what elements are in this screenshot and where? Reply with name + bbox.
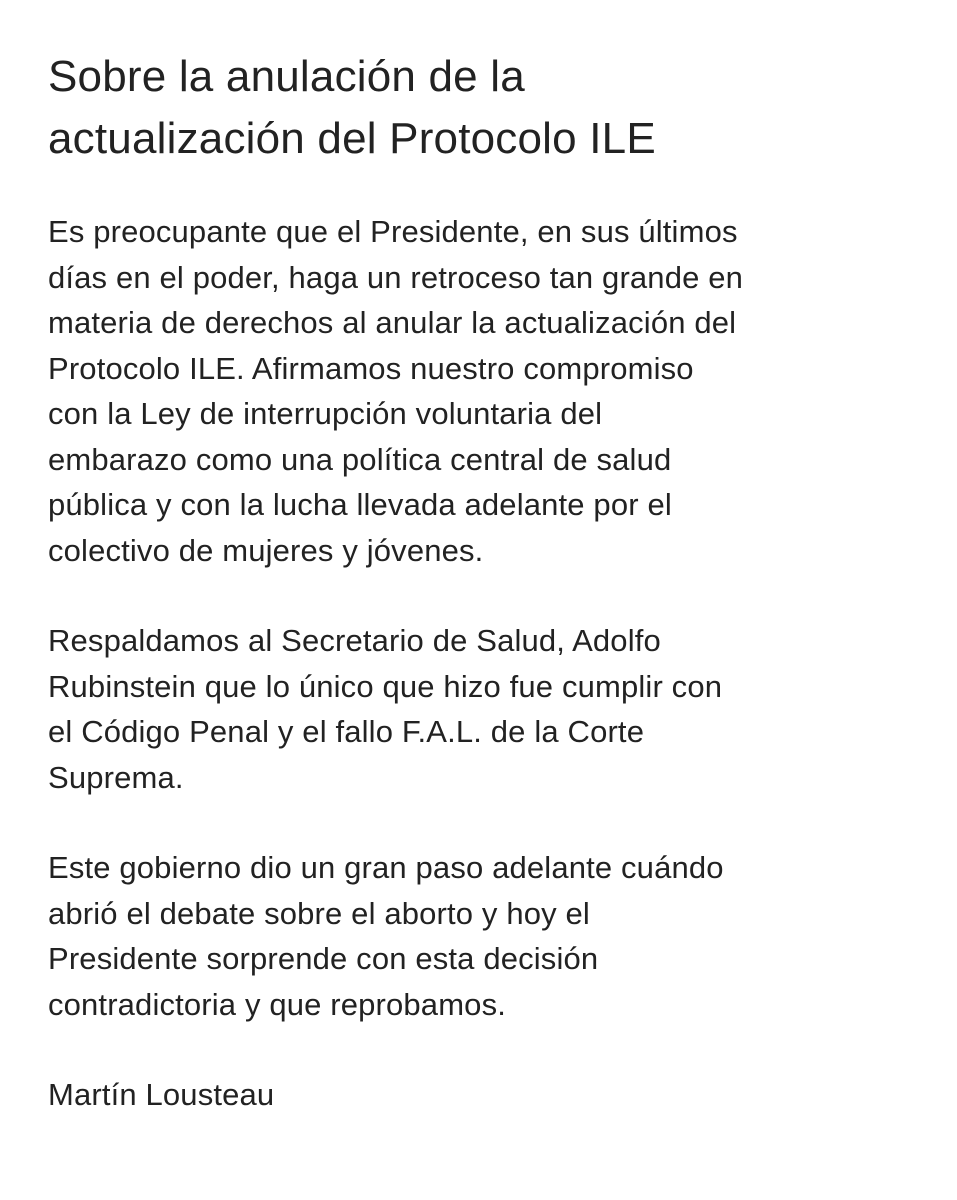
signature-name: Martín Lousteau [48,1077,275,1112]
statement-title [48,46,928,170]
text-line: embarazo como una política central de salud [48,441,672,477]
text-line: Rubinstein que lo único que hizo fue cumplir con [48,668,723,704]
text-line: Respaldamos al Secretario de Salud, Adolfo [48,623,661,658]
text-line: Protocolo ILE. Afirmamos nuestro compromiso [48,350,694,386]
paragraph-government [48,845,928,1027]
text-line: colectivo de mujeres y jóvenes. [48,532,484,568]
text-line: Presidente sorprende con esta decisión [48,941,599,976]
text-line: Es preocupante que el Presidente, en sus últimos [48,214,738,249]
text-line: días en el poder, haga un retroceso tan grande en [48,259,744,295]
text-line: con la Ley de interrupción voluntaria del [48,396,603,431]
text-line: Este gobierno dio un gran paso adelante cuándo [48,850,724,885]
statement-document [48,46,928,1118]
text-line: abrió el debate sobre el aborto y hoy el [48,895,590,931]
title-line: Sobre la anulación de la [48,52,525,101]
signature [48,1072,928,1118]
text-line: el Código Penal y el fallo F.A.L. de la Corte [48,714,645,749]
text-line: contradictoria y que reprobamos. [48,986,506,1022]
paragraph-concern [48,209,928,573]
text-line: pública y con la lucha llevada adelante por el [48,487,672,522]
text-line: Suprema. [48,759,184,795]
title-line: actualización del Protocolo ILE [48,114,656,163]
text-line: materia de derechos al anular la actualización del [48,305,737,340]
paragraph-support [48,618,928,800]
